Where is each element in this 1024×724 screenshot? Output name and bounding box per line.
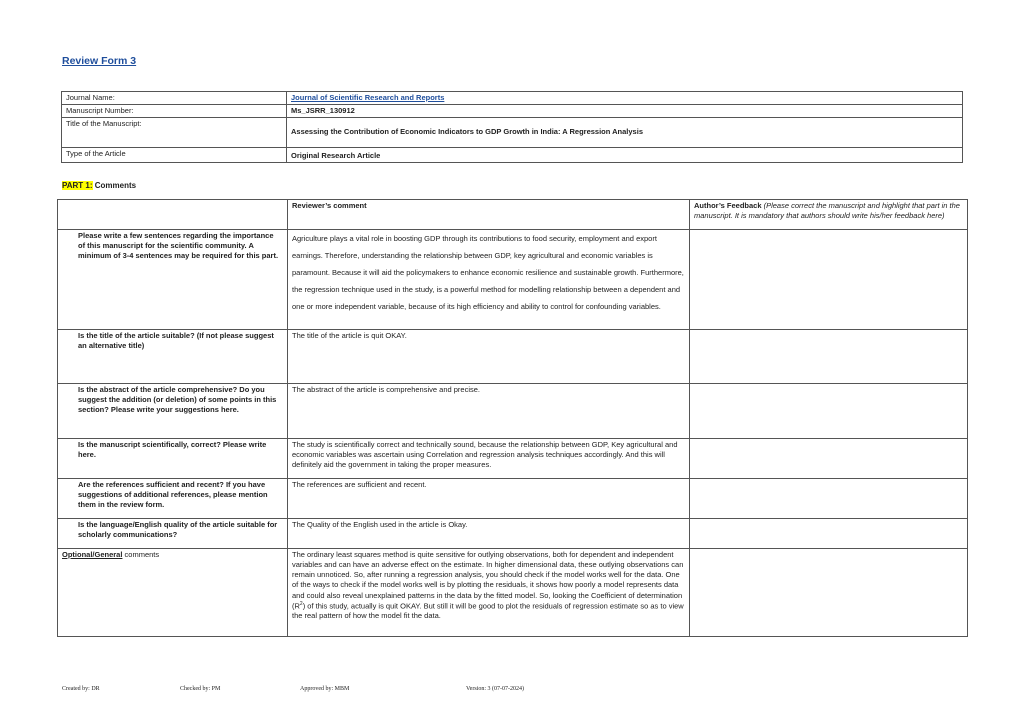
manuscript-title-label: Title of the Manuscript: xyxy=(62,117,287,147)
article-type-label: Type of the Article xyxy=(62,147,287,162)
comment-row-references xyxy=(58,479,968,519)
optional-general-label xyxy=(58,549,288,637)
manuscript-title-value-cell xyxy=(287,117,963,147)
author-feedback-abstract[interactable] xyxy=(690,384,968,439)
comment-language[interactable]: The Quality of the English used in the article is Okay. xyxy=(288,519,690,549)
comments-header-row xyxy=(58,200,968,230)
comment-row-language xyxy=(58,519,968,549)
comment-importance[interactable]: Agriculture plays a vital role in boosting GDP through its contributions to food security, employment and export earnings. Therefore, understanding the relationship between GDP, key agricultural and economic variables is paramount. Because it will aid the policymakers to enhance economic resilience and sustainable growth. Furthermore, the regression technique used in the study, is a powerful method for modelling relationship between a dependent and one or more independent variable, because of its high efficiency and ability to control for confounding variables. xyxy=(288,230,690,330)
author-feedback-importance[interactable] xyxy=(690,230,968,330)
optional-comment-superscript: 2 xyxy=(299,600,303,607)
footer-checked-by: Checked by: PM xyxy=(180,686,221,692)
article-type-value: Original Research Article xyxy=(287,147,963,162)
manuscript-title-value: Assessing the Contribution of Economic Indicators to GDP Growth in India: A Regression Analysis xyxy=(291,127,643,137)
header-reviewer-comment: Reviewer’s comment xyxy=(288,200,690,230)
footer-created-by: Created by: DR xyxy=(62,686,100,692)
manuscript-info-table xyxy=(61,91,963,163)
comment-row-importance xyxy=(58,230,968,330)
info-row-title xyxy=(62,117,963,147)
comment-abstract[interactable]: The abstract of the article is comprehensive and precise. xyxy=(288,384,690,439)
question-scientific: Is the manuscript scientifically, correct? Please write here. xyxy=(58,439,288,479)
manuscript-number-label: Manuscript Number: xyxy=(62,104,287,117)
footer-version: Version: 3 (07-07-2024) xyxy=(466,686,524,692)
info-row-manuscript xyxy=(62,104,963,117)
comment-scientific[interactable]: The study is scientifically correct and technically sound, because the relationship between GDP, Key agricultural and economic variables was ascertain using Correlation and regression analysis techniques accordingly. And this will definitely aid the government in taking the proper measures. xyxy=(288,439,690,479)
comment-row-scientific xyxy=(58,439,968,479)
header-question-cell xyxy=(58,200,288,230)
question-title: Is the title of the article suitable? (If not please suggest an alternative title) xyxy=(58,330,288,384)
comment-title[interactable]: The title of the article is quit OKAY. xyxy=(288,330,690,384)
optional-comments-word: comments xyxy=(122,550,160,559)
question-references: Are the references sufficient and recent? If you have suggestions of additional references, please mention them in the review form. xyxy=(58,479,288,519)
comment-optional[interactable] xyxy=(288,549,690,637)
question-abstract: Is the abstract of the article comprehensive? Do you suggest the addition (or deletion) of some points in this section? Please write your suggestions here. xyxy=(58,384,288,439)
part-1-label: Comments xyxy=(92,181,137,190)
question-language: Is the language/English quality of the article suitable for scholarly communications? xyxy=(58,519,288,549)
author-feedback-scientific[interactable] xyxy=(690,439,968,479)
part-1-highlight: PART 1: xyxy=(62,181,93,190)
journal-label: Journal Name: xyxy=(62,92,287,105)
comments-table xyxy=(57,199,968,637)
optional-general-underlined: Optional/General xyxy=(62,550,123,559)
info-row-journal xyxy=(62,92,963,105)
author-feedback-instructions: (Please correct the manuscript and highlight that part in the manuscript. It is mandatory that authors should write his/her feedback here) xyxy=(694,201,960,220)
author-feedback-references[interactable] xyxy=(690,479,968,519)
comment-row-title xyxy=(58,330,968,384)
form-title: Review Form 3 xyxy=(62,55,137,67)
comment-row-abstract xyxy=(58,384,968,439)
author-feedback-optional[interactable] xyxy=(690,549,968,637)
author-feedback-title-row[interactable] xyxy=(690,330,968,384)
journal-name-link[interactable]: Journal of Scientific Research and Reports xyxy=(291,93,445,102)
comment-row-optional xyxy=(58,549,968,637)
question-importance: Please write a few sentences regarding the importance of this manuscript for the scientific community. A minimum of 3-4 sentences may be required for this part. xyxy=(58,230,288,330)
optional-comment-text-2: ) of this study, actually is quit OKAY. But still it will be good to plot the residuals of regression estimate so as to view the real pattern of how the model fit the data. xyxy=(292,601,684,621)
author-feedback-language[interactable] xyxy=(690,519,968,549)
author-feedback-title: Author’s Feedback xyxy=(694,201,762,210)
footer-approved-by: Approved by: MBM xyxy=(300,686,350,692)
manuscript-number-value: Ms_JSRR_130912 xyxy=(287,104,963,117)
info-row-type xyxy=(62,147,963,162)
part-1-heading xyxy=(62,181,136,190)
journal-value-cell xyxy=(287,92,963,105)
comment-references[interactable]: The references are sufficient and recent. xyxy=(288,479,690,519)
optional-comment-text-1: The ordinary least squares method is quite sensitive for outlying observations, both for dependent and independent variables and can have an adverse effect on the estimate. In higher dimensional data, these outlying observations can remain unnoticed. So, after running a regression analysis, you should check if the model works well for the data. One of the ways to check if the model works well is by plotting the residuals, it shows how poorly a model represents data and could also reveal unexplained patterns in the data by the fitted model. So, looking the Coefficient of determination (R xyxy=(292,550,684,611)
header-author-feedback xyxy=(690,200,968,230)
